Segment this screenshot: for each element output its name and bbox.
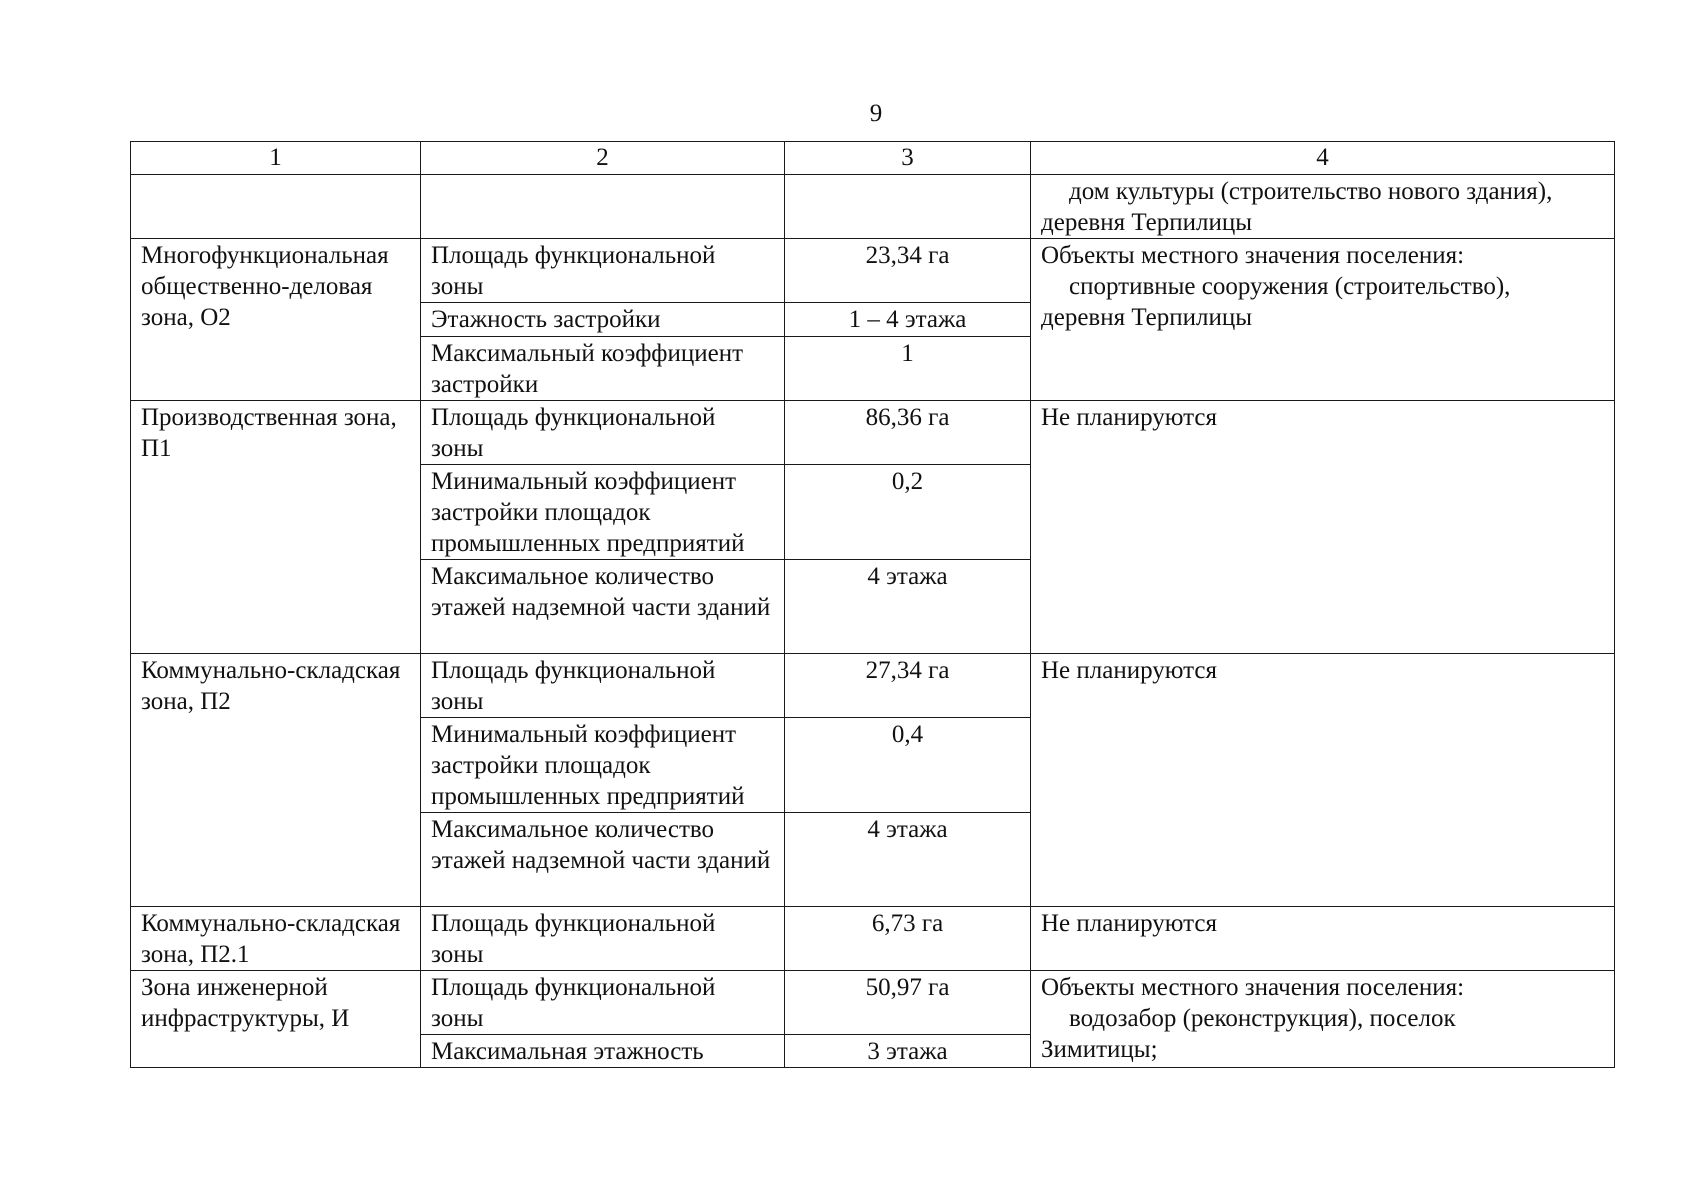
parameter-cell: Площадь функциональной зоны (421, 907, 785, 971)
value-cell: 6,73 га (785, 907, 1031, 971)
objects-cell (1031, 971, 1615, 1068)
table-row (131, 971, 1615, 1035)
table-header-row (131, 142, 1615, 175)
table-row (131, 401, 1615, 465)
objects-text: Объекты местного значения поселения: (1041, 974, 1465, 1001)
parameter-cell: Площадь функциональной зоны (421, 239, 785, 303)
value-cell: 4 этажа (785, 813, 1031, 907)
header-cell-2: 2 (421, 142, 785, 175)
zone-name-cell: Производственная зона, П1 (131, 401, 421, 654)
header-cell-1: 1 (131, 142, 421, 175)
objects-cell (1031, 239, 1615, 401)
zone-name-cell: Зона инженерной инфраструктуры, И (131, 971, 421, 1068)
value-cell: 0,4 (785, 718, 1031, 813)
objects-text: дом культуры (строительство нового здания), (1069, 178, 1553, 205)
parameter-cell: Максимальное количество этажей надземной части зданий (421, 560, 785, 654)
header-cell-3: 3 (785, 142, 1031, 175)
value-cell: 23,34 га (785, 239, 1031, 303)
parameter-cell: Максимальная этажность (421, 1035, 785, 1068)
value-cell: 3 этажа (785, 1035, 1031, 1068)
objects-text: спортивные сооружения (строительство), (1069, 273, 1511, 300)
empty-cell (131, 175, 421, 239)
table-row (131, 239, 1615, 303)
value-cell: 4 этажа (785, 560, 1031, 654)
objects-cell: Не планируются (1031, 654, 1615, 907)
zone-name-cell: Коммунально-складская зона, П2 (131, 654, 421, 907)
value-cell: 0,2 (785, 465, 1031, 560)
parameter-cell: Максимальное количество этажей надземной части зданий (421, 813, 785, 907)
objects-cell: Не планируются (1031, 401, 1615, 654)
table-row (131, 907, 1615, 971)
parameter-cell: Минимальный коэффициент застройки площадок промышленных предприятий (421, 718, 785, 813)
value-cell: 1 – 4 этажа (785, 303, 1031, 337)
objects-text: Объекты местного значения поселения: (1041, 242, 1465, 269)
header-cell-4: 4 (1031, 142, 1615, 175)
table-row (131, 654, 1615, 718)
continuation-objects-cell (1031, 175, 1615, 239)
value-cell: 86,36 га (785, 401, 1031, 465)
objects-text: водозабор (реконструкция), поселок (1069, 1005, 1456, 1032)
parameter-cell: Этажность застройки (421, 303, 785, 337)
value-cell: 1 (785, 337, 1031, 401)
objects-text: Зимитицы; (1041, 1036, 1158, 1063)
value-cell: 27,34 га (785, 654, 1031, 718)
continuation-row (131, 175, 1615, 239)
value-cell: 50,97 га (785, 971, 1031, 1035)
objects-text: деревня Терпилицы (1041, 304, 1253, 331)
objects-cell: Не планируются (1031, 907, 1615, 971)
zone-name-cell: Многофункциональная общественно-деловая зона, О2 (131, 239, 421, 401)
zone-name-cell: Коммунально-складская зона, П2.1 (131, 907, 421, 971)
parameter-cell: Площадь функциональной зоны (421, 654, 785, 718)
parameter-cell: Площадь функциональной зоны (421, 971, 785, 1035)
parameter-cell: Максимальный коэффициент застройки (421, 337, 785, 401)
parameter-cell: Минимальный коэффициент застройки площадок промышленных предприятий (421, 465, 785, 560)
empty-cell (785, 175, 1031, 239)
parameter-cell: Площадь функциональной зоны (421, 401, 785, 465)
empty-cell (421, 175, 785, 239)
objects-text: деревня Терпилицы (1041, 209, 1253, 236)
zones-table (130, 141, 1615, 1068)
